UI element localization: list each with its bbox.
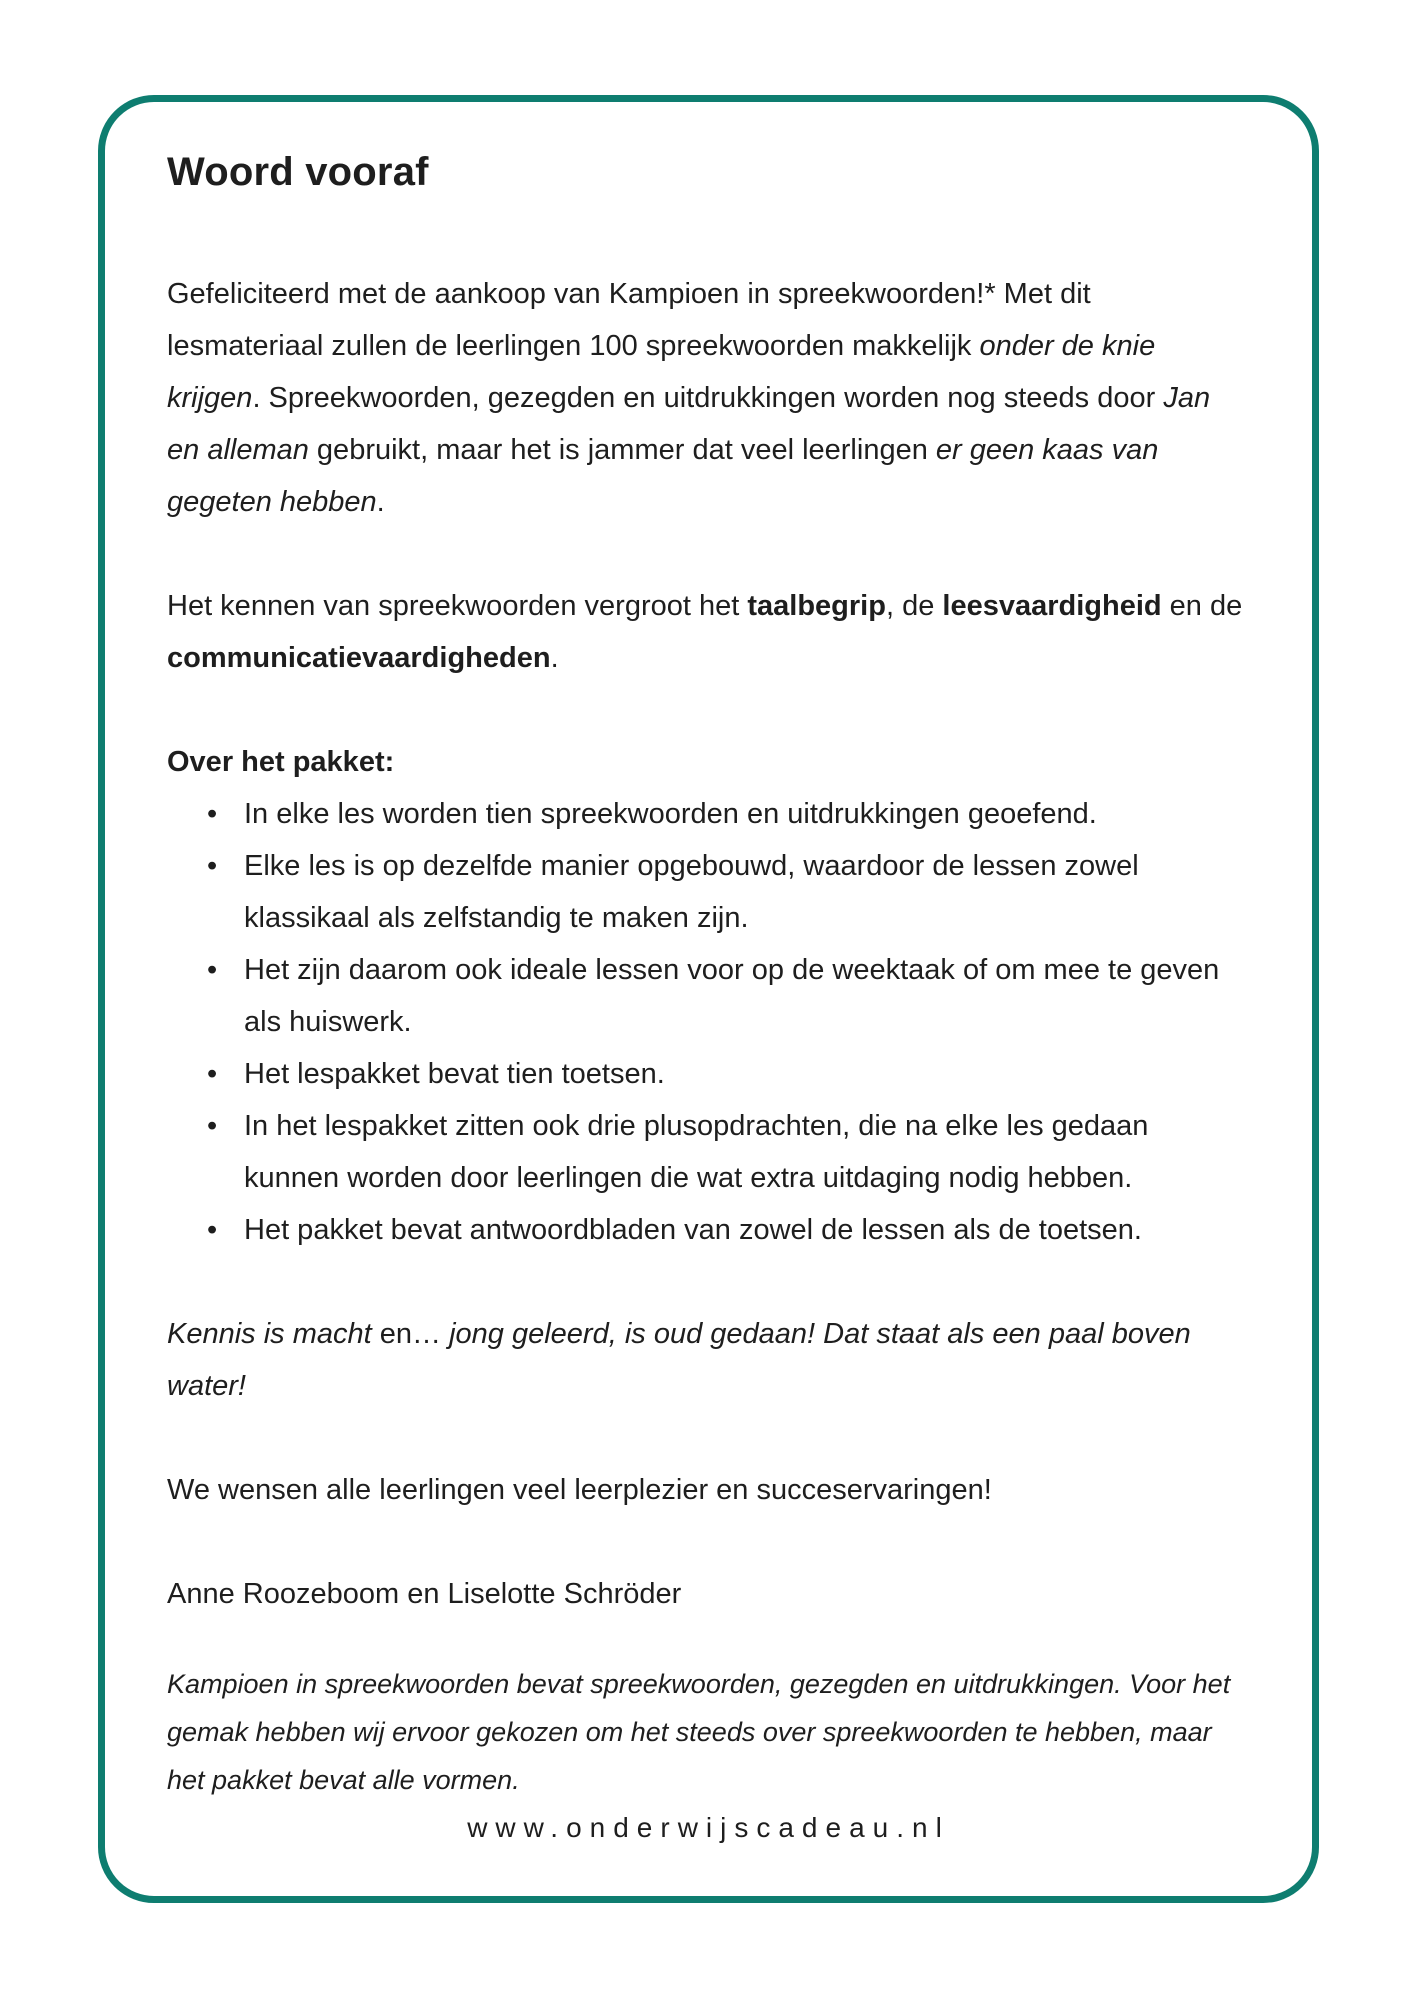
wish-paragraph: We wensen alle leerlingen veel leerplezier en succeservaringen! (167, 1474, 992, 1506)
pakket-list (167, 788, 1250, 1256)
motto-paragraph: Kennis is macht en… jong geleerd, is oud gedaan! Dat staat als een paal boven water! (167, 1318, 1191, 1402)
list-item: • Het zijn daarom ook ideale lessen voor op de weektaak of om mee te geven als huiswerk. (207, 944, 1250, 1048)
list-item: • Elke les is op dezelfde manier opgebouwd, waardoor de lessen zowel klassikaal als zelfstandig te maken zijn. (207, 840, 1250, 944)
list-item: • Het lespakket bevat tien toetsen. (207, 1048, 1250, 1100)
website-footer: www.onderwijscadeau.nl (467, 1812, 950, 1843)
page-title: Woord vooraf (167, 150, 429, 194)
pakket-heading: Over het pakket: (167, 746, 395, 778)
authors-line: Anne Roozeboom en Liselotte Schröder (167, 1578, 682, 1610)
intro-paragraph: Gefeliciteerd met de aankoop van Kampioen in spreekwoorden!* Met dit lesmateriaal zullen de leerlingen 100 spreekwoorden makkelijk onder de knie krijgen. Spreekwoorden, gezegden en uitdrukkingen worden nog steeds door Jan en alleman gebruikt, maar het is jammer dat veel leerlingen er geen kaas van gegeten hebben. (167, 278, 1211, 518)
footnote-paragraph: Kampioen in spreekwoorden bevat spreekwoorden, gezegden en uitdrukkingen. Voor het gemak hebben wij ervoor gekozen om het steeds over spreekwoorden te hebben, maar het pakket bevat alle vormen. (167, 1669, 1231, 1795)
list-item: • In het lespakket zitten ook drie plusopdrachten, die na elke les gedaan kunnen worden door leerlingen die wat extra uitdaging nodig hebben. (207, 1100, 1250, 1204)
bordered-card (98, 95, 1319, 1903)
list-item: • Het pakket bevat antwoordbladen van zowel de lessen als de toetsen. (207, 1204, 1250, 1256)
list-item: • In elke les worden tien spreekwoorden en uitdrukkingen geoefend. (207, 788, 1250, 840)
benefits-paragraph: Het kennen van spreekwoorden vergroot het taalbegrip, de leesvaardigheid en de communicatievaardigheden. (167, 590, 1243, 674)
